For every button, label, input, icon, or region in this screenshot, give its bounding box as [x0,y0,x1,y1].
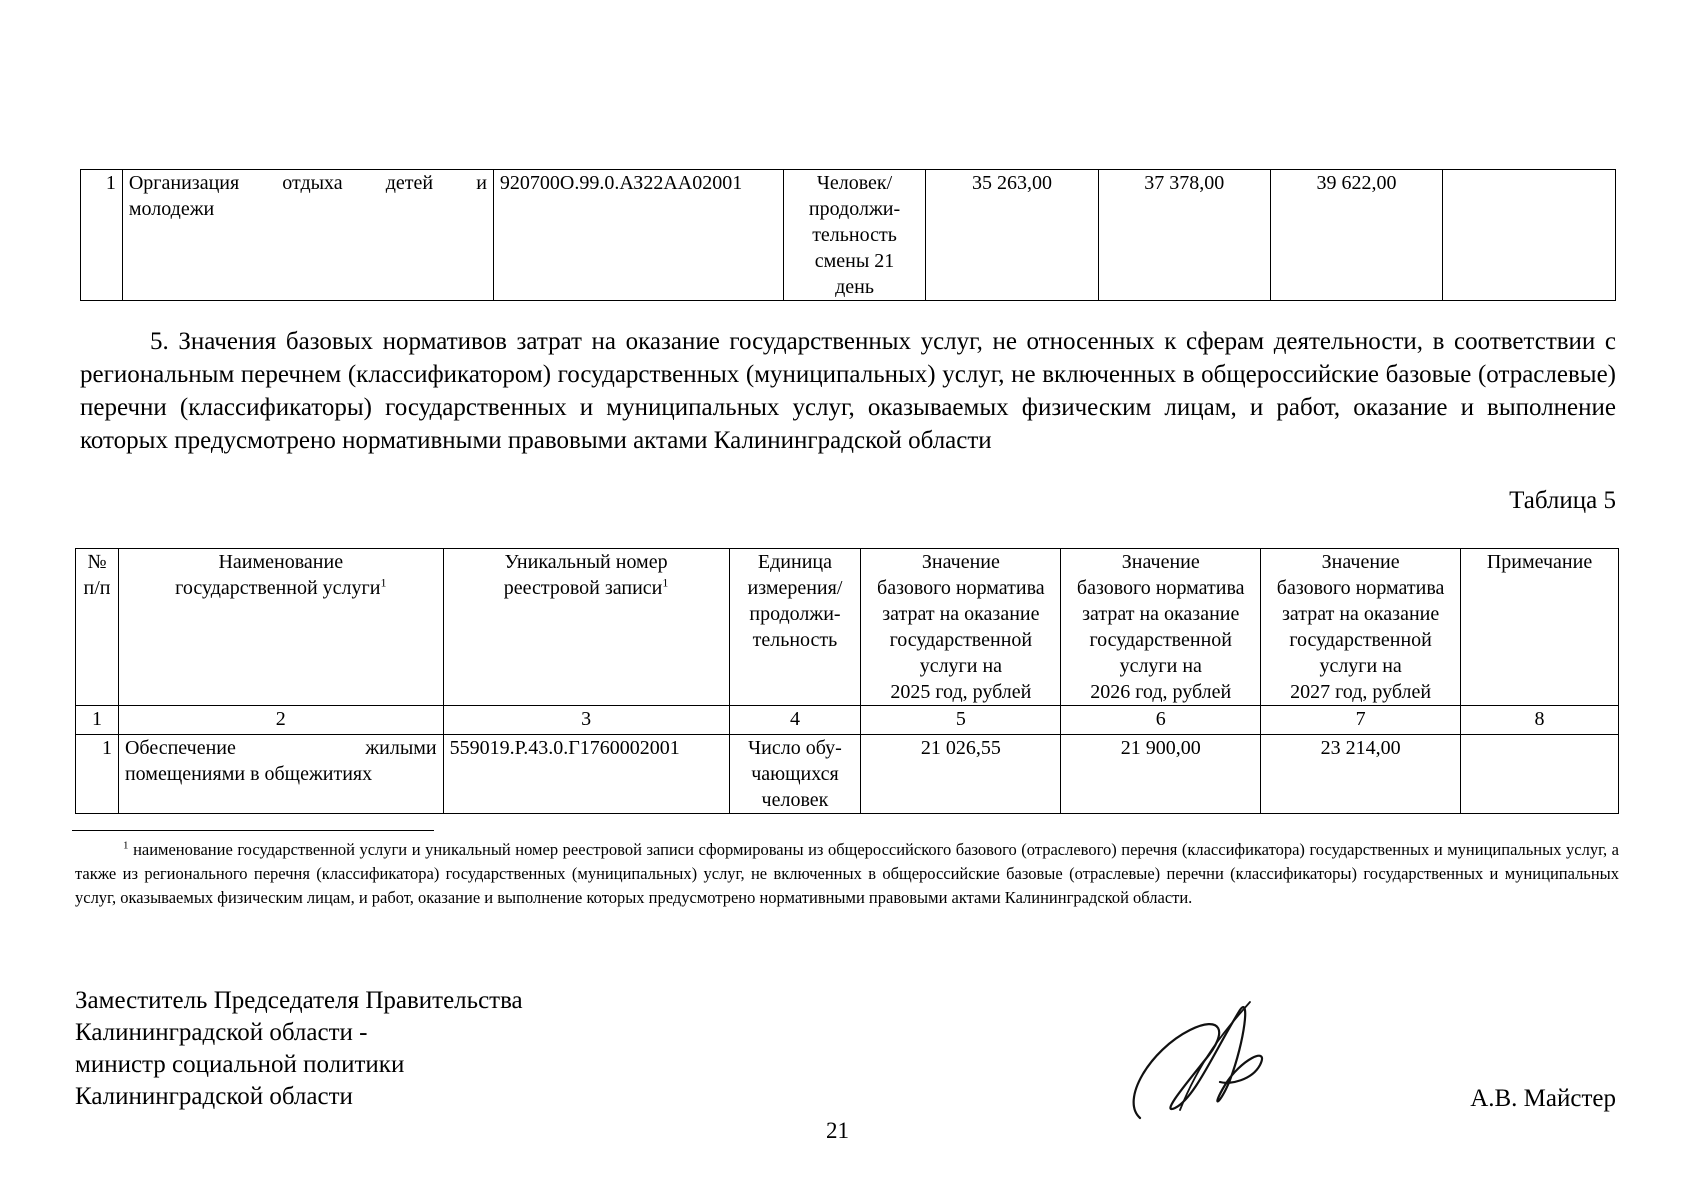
column-number: 1 [76,706,119,735]
table-row [76,735,1619,814]
header-value-2027: Значение базового норматива затрат на оказание государственной услуги на 2027 год, рублей [1261,549,1461,706]
note-cell [1443,170,1616,301]
header-service-name: Наименование государственной услуги$^1$ [118,549,443,706]
service-name-first-line: Обеспечение жилыми [124,737,437,759]
row-number: 1 [81,170,123,301]
footnote-mark: 1 [123,839,129,852]
value-2027: 39 622,00 [1270,170,1442,301]
registry-number: 920700О.99.0.АЗ22АА02001 [493,170,783,301]
header-num: № п/п [76,549,119,706]
signer-title: Заместитель Председателя Правительства Калининградской области - министр социальной политики Калининградской области [75,987,523,1110]
service-name-second-line: молодежи [128,198,215,220]
value-2025: 21 026,55 [861,735,1061,814]
footnote-mark: 1 [662,575,669,590]
column-number: 2 [118,706,443,735]
column-number-row [76,706,1619,735]
header-value-2026: Значение базового норматива затрат на оказание государственной услуги на 2026 год, рублей [1061,549,1261,706]
section-5-paragraph: 5. Значения базовых нормативов затрат на оказание государственных услуг, не относенных к сферам деятельности, в соответствии с региональным перечнем (классификатором) государственных (муниципальных) услуг, не включенных в общероссийские базовые (отраслевые) перечни (классификаторы) государственных и муниципальных услуг, оказываемых физическим лицам, и работ, оказание и выполнение которых предусмотрено нормативными правовыми актами Калининградской области [80,328,1616,454]
table-row [81,170,1616,301]
column-number: 4 [729,706,861,735]
footnote-mark: 1 [380,575,387,590]
note-cell [1461,735,1619,814]
service-name-second-line: помещениями в общежитиях [124,763,373,785]
table-5 [75,548,1619,814]
table-header-row [76,549,1619,706]
column-number: 5 [861,706,1061,735]
column-number: 6 [1061,706,1261,735]
service-name-first-line: Организация отдыха детей и [128,172,487,194]
footnote-divider [72,830,434,831]
header-unit: Единица измерения/ продолжи- тельность [729,549,861,706]
signer-name: А.В. Майстер [1470,1085,1616,1112]
value-2027: 23 214,00 [1261,735,1461,814]
header-note: Примечание [1461,549,1619,706]
footnote-text: наименование государственной услуги и уникальный номер реестровой записи сформированы из общероссийского базового (отраслевого) перечня (классификатора) государственных и муниципальных услуг, а также из регионального перечня (классификатора) государственных (муниципальных) услуг, не включенных в общероссийские базовые (отраслевые) перечни (классификаторы) государственных и муниципальных услуг, оказываемых физическим лицам, и работ, оказание и выполнение которых предусмотрено нормативными правовыми актами Калининградской области. [75,840,1620,907]
handwritten-signature [1120,990,1280,1125]
service-name-cell [118,735,443,814]
column-number: 8 [1461,706,1619,735]
continuation-table [80,169,1616,301]
value-2025: 35 263,00 [926,170,1098,301]
footnote [75,838,1619,910]
header-registry: Уникальный номер реестровой записи$^1$ [443,549,729,706]
value-2026: 37 378,00 [1098,170,1270,301]
column-number: 7 [1261,706,1461,735]
service-name-cell [122,170,493,301]
value-2026: 21 900,00 [1061,735,1261,814]
page-number: 21 [826,1118,849,1143]
row-number: 1 [76,735,119,814]
table-caption: Таблица 5 [1509,487,1616,514]
registry-number: 559019.Р.43.0.Г1760002001 [443,735,729,814]
unit-cell: Человек/ продолжи- тельность смены 21 день [783,170,926,301]
column-number: 3 [443,706,729,735]
header-value-2025: Значение базового норматива затрат на оказание государственной услуги на 2025 год, рублей [861,549,1061,706]
unit-cell: Число обу- чающихся человек [729,735,861,814]
